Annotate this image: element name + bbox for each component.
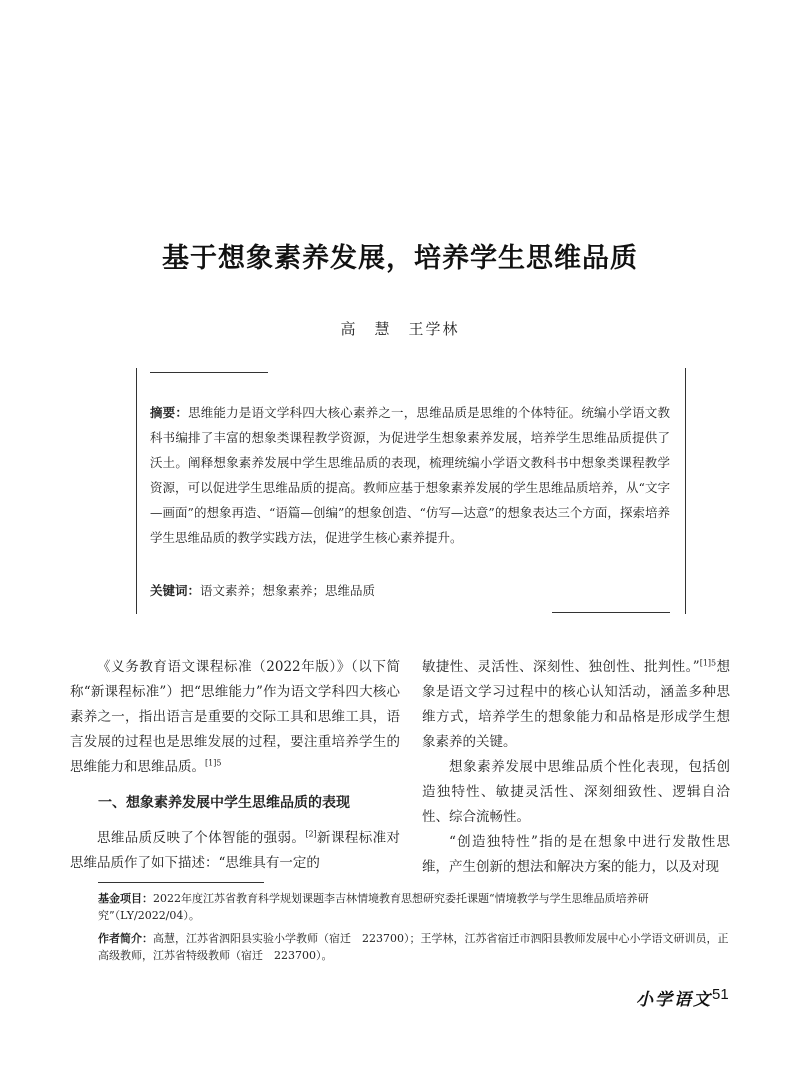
page-number: 51 (712, 986, 729, 1003)
abstract-text: 思维能力是语文学科四大核心素养之一，思维品质是思维的个体特征。统编小学语文教科书编排了丰富的想象类课程教学资源，为促进学生想象素养发展，培养学生思维品质提供了沃土。阐释想象素养发展中学生思维品质的表现，梳理统编小学语文教科书中想象类课程教学资源，可以促进学生思维品质的提高。教师应基于想象素养发展的学生思维品质培养，从“文字—画面”的想象再造、“语篇—创编”的想象创造、“仿写—达意”的想象表达三个方面，探索培养学生思维品质的教学实践方法，促进学生核心素养提升。 (150, 405, 670, 545)
keywords-text: 语文素养；想象素养；思维品质 (200, 583, 376, 598)
footnotes (98, 890, 730, 970)
paragraph-text: 想象是语文学习过程中的核心认知活动，涵盖多种思维方式，培养学生的想象能力和品格是形成学生想象素养的关键。 (422, 659, 731, 750)
body-column-left (70, 655, 400, 876)
citation-ref: [1]5 (205, 758, 222, 768)
footnote-fund (98, 890, 730, 924)
footnote-fund-text: 2022年度江苏省教育科学规划课题李吉林情境教育思想研究委托课题“情境教学与学生思维品质培养研究”（LY/2022/04）。 (98, 892, 649, 922)
paragraph-text: 《义务教育语文课程标准（2022年版）》（以下简称“新课程标准”）把“思维能力”作为语文学科四大核心素养之一，指出语言是重要的交际工具和思维工具，语言发展的过程也是思维发展的过程，要注重培养学生的思维能力和思维品质。 (70, 659, 400, 775)
paragraph-text: 新课程标准对思维品质作了如下描述：“思维具有一定的 (70, 830, 401, 871)
paragraph: “创造独特性”指的是在想象中进行发散性思维，产生创新的想法和解决方案的能力，以及对现 (422, 834, 730, 875)
footnote-author (98, 930, 730, 964)
footnote-author-text: 高慧，江苏省泗阳县实验小学教师（宿迁 223700）；王学林，江苏省宿迁市泗阳县教师发展中心小学语文研训员，正高级教师，江苏省特级教师（宿迁 223700）。 (98, 932, 729, 962)
keywords-label: 关键词： (150, 583, 201, 598)
abstract-label: 摘要： (150, 405, 189, 420)
section-heading: 一、想象素养发展中学生思维品质的表现 (98, 795, 350, 811)
footnote-fund-label: 基金项目： (98, 892, 153, 905)
paragraph (70, 655, 400, 780)
abstract (150, 400, 670, 550)
paragraph-text: 思维品质反映了个体智能的强弱。 (97, 830, 306, 846)
abstract-top-rule (150, 372, 268, 373)
article-title: 基于想象素养发展，培养学生思维品质 (162, 243, 638, 274)
footnote-rule (98, 882, 264, 883)
paragraph (70, 826, 400, 876)
paragraph: 想象素养发展中思维品质个性化表现，包括创造独特性、敏捷灵活性、深刻细致性、逻辑自洽性、综合流畅性。 (422, 759, 730, 825)
article-authors: 高 慧 王学林 (340, 320, 460, 338)
citation-ref: [1]5 (699, 658, 717, 668)
abstract-bottom-rule (552, 612, 670, 613)
body-column-right (422, 655, 730, 880)
footnote-author-label: 作者简介： (98, 932, 153, 945)
paragraph-text: 敏捷性、灵活性、深刻性、独创性、批判性。” (422, 659, 700, 675)
keywords (150, 578, 670, 603)
journal-name: 小学语文 (636, 990, 712, 1010)
paragraph (422, 655, 730, 755)
citation-ref: [2] (305, 829, 317, 839)
